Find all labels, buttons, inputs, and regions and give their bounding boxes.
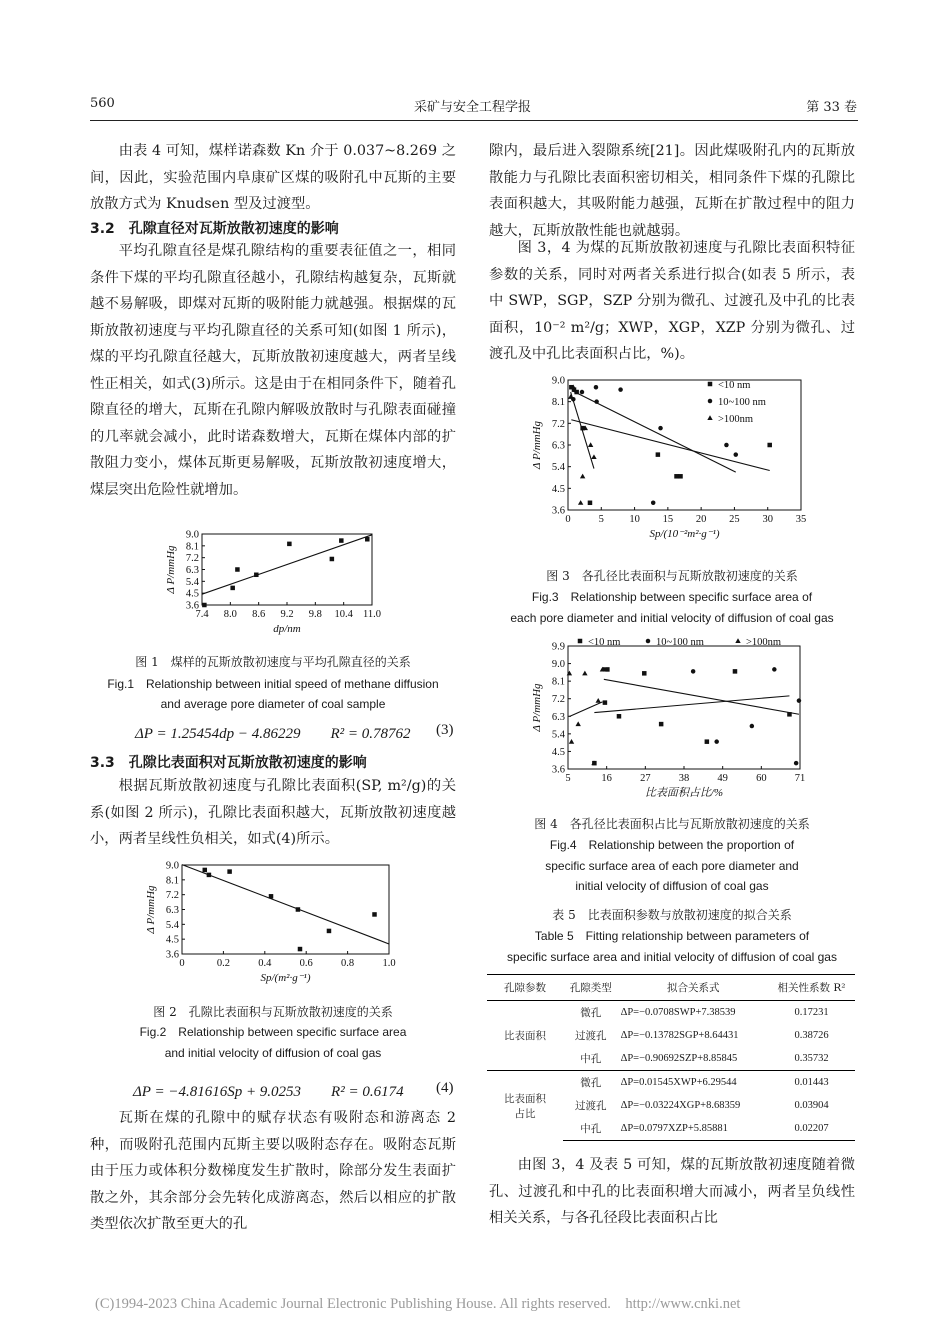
y-tick-label: 4.5 xyxy=(551,746,565,758)
fig2-caption-en-1: Fig.2 Relationship between specific surface area xyxy=(139,1025,407,1039)
page-number: 560 xyxy=(90,96,115,111)
x-tick-label: 0.4 xyxy=(258,958,272,969)
y-tick-label: 8.1 xyxy=(165,875,179,887)
x-axis-label: Sp/(m²·g⁻¹) xyxy=(260,972,311,984)
data-point xyxy=(588,501,593,506)
data-point xyxy=(678,474,683,479)
group-label: 比表面积占比 xyxy=(487,1071,563,1141)
x-tick-label: 49 xyxy=(717,773,728,784)
legend-label: >100nm xyxy=(746,637,782,648)
fig4-caption-en-1: Fig.4 Relationship between the proportion of xyxy=(549,838,795,852)
data-point xyxy=(642,671,647,676)
x-axis-label: dp/nm xyxy=(273,623,301,635)
table5-header: 孔隙类型 xyxy=(563,975,619,1001)
data-point xyxy=(734,452,739,457)
y-tick-label: 5.4 xyxy=(165,919,179,931)
fig4-chart xyxy=(520,632,820,802)
data-point xyxy=(569,739,574,744)
fig2-caption-en-2: and initial velocity of diffusion of coal gas xyxy=(164,1046,382,1060)
data-point xyxy=(254,573,258,578)
r2-cell: 0.17231 xyxy=(768,1001,855,1025)
table5-caption-en-1: Table 5 Fitting relationship between parameters of xyxy=(534,929,810,943)
data-point xyxy=(227,869,232,874)
y-tick-label: 7.2 xyxy=(165,890,179,902)
table5-header: 相关性系数 R² xyxy=(768,975,855,1001)
data-point xyxy=(202,603,207,608)
data-point xyxy=(580,474,585,479)
data-point xyxy=(578,500,583,505)
x-tick-label: 11.0 xyxy=(363,609,381,620)
x-tick-label: 71 xyxy=(794,773,806,784)
data-point xyxy=(339,538,344,543)
fig1-caption-cn: 图 1 煤样的瓦斯放散初速度与平均孔隙直径的关系 xyxy=(135,655,411,669)
y-tick-label: 7.2 xyxy=(551,418,565,430)
table-row xyxy=(487,1001,855,1025)
pore-type-cell: 过渡孔 xyxy=(575,1100,607,1112)
table5-header: 孔隙参数 xyxy=(487,975,563,1001)
x-tick-label: 35 xyxy=(795,514,807,525)
fig3-caption-en-2: each pore diameter and initial velocity of diffusion of coal gas xyxy=(510,611,834,625)
y-tick-label: 8.1 xyxy=(185,541,199,553)
fig4-caption-en-2: specific surface area of each pore diameter and xyxy=(545,859,799,873)
y-tick-label: 4.5 xyxy=(185,588,199,600)
journal-title: 采矿与安全工程学报 xyxy=(413,100,531,115)
x-tick-label: 16 xyxy=(601,773,612,784)
table5-caption-en-2: specific surface area and initial velocity of diffusion of coal gas xyxy=(507,950,837,964)
r2-cell: 0.01443 xyxy=(768,1071,855,1095)
x-tick-label: 0.8 xyxy=(341,958,355,969)
data-point xyxy=(797,698,802,703)
copyright-footer: (C)1994-2023 China Academic Journal Electronic Publishing House. All rights reserved. http://www.cnki.net xyxy=(95,1296,741,1312)
data-point xyxy=(296,907,301,912)
y-tick-label: 5.4 xyxy=(551,729,565,741)
x-tick-label: 0 xyxy=(565,514,571,525)
x-axis-label: 比表面积占比/% xyxy=(644,787,724,799)
r2-cell: 0.35732 xyxy=(794,1053,829,1064)
data-point xyxy=(230,586,235,591)
equation-3-number: (3) xyxy=(436,722,454,738)
plot-frame xyxy=(568,646,800,769)
fit-formula-cell: ΔP=0.01545XWP+6.29544 xyxy=(619,1071,768,1095)
fit-line xyxy=(569,702,602,717)
x-tick-label: 20 xyxy=(695,514,707,525)
r2-cell: 0.02207 xyxy=(768,1117,855,1141)
data-point xyxy=(656,452,661,457)
table5-header: 拟合关系式 xyxy=(619,975,768,1001)
data-point xyxy=(372,912,377,917)
data-point xyxy=(594,385,599,390)
data-point xyxy=(269,894,274,899)
fig1-chart xyxy=(140,522,400,642)
data-point xyxy=(591,454,596,459)
group-label: 比表面积 xyxy=(487,1001,563,1071)
fit-line xyxy=(182,865,389,944)
pore-type-cell: 微孔 xyxy=(563,1071,619,1095)
data-point xyxy=(794,761,799,766)
table-row xyxy=(487,1071,855,1095)
fig3-caption-cn: 图 3 各孔径比表面积与瓦斯放散初速度的关系 xyxy=(546,569,798,583)
equation-4: ΔP = −4.81616Sp + 9.0253 R² = 0.6174 xyxy=(133,1084,404,1100)
legend-label: 10~100 nm xyxy=(718,397,766,408)
data-point xyxy=(708,382,713,387)
y-axis-label: Δ P/mmHg xyxy=(531,420,543,470)
y-tick-label: 5.4 xyxy=(185,576,199,588)
data-point xyxy=(588,442,593,447)
x-tick-label: 10 xyxy=(629,514,640,525)
section-3-3-heading: 3.3 孔隙比表面积对瓦斯放散初速度的影响 xyxy=(90,755,367,771)
fig1-caption-en-1: Fig.1 Relationship between initial speed of methane diffusion xyxy=(107,677,439,691)
data-point xyxy=(594,399,599,404)
data-point xyxy=(733,669,738,674)
data-point xyxy=(724,443,729,448)
data-point xyxy=(578,639,583,644)
fit-line xyxy=(571,392,594,468)
data-point xyxy=(646,639,651,644)
y-tick-label: 9.0 xyxy=(551,659,565,671)
y-tick-label: 9.0 xyxy=(551,375,565,387)
left-para-3: 根据瓦斯放散初速度与孔隙比表面积(SP, m²/g)的关系(如图 2 所示)，孔隙比表面积越大，瓦斯放散初速度越小，两者呈线性负相关，如式(4)所示。 xyxy=(90,778,456,847)
data-point xyxy=(750,724,755,729)
y-tick-label: 3.6 xyxy=(185,600,199,612)
y-tick-label: 3.6 xyxy=(551,505,565,517)
fit-formula-cell: ΔP=−0.0708SWP+7.38539 xyxy=(619,1001,768,1025)
equation-4-number: (4) xyxy=(436,1080,454,1096)
y-tick-label: 9.0 xyxy=(165,860,179,872)
y-axis-label: Δ P/mmHg xyxy=(531,683,543,732)
fig3-chart xyxy=(520,372,820,557)
data-point xyxy=(772,667,777,672)
x-tick-label: 0.2 xyxy=(216,958,230,969)
y-axis-label: Δ P/mmHg xyxy=(165,545,177,594)
pore-type-cell: 中孔 xyxy=(563,1117,619,1141)
table-5 xyxy=(487,974,855,1141)
right-para-2: 图 3，4 为煤的瓦斯放散初速度与孔隙比表面积特征参数的关系，同时对两者关系进行拟合(如表 5 所示，表中 SWP，SGP，SZP 分别为微孔、过渡孔及中孔的比表面积，10⁻² m²/g；XWP，XGP，XZP 分别为微孔、过渡孔及中孔比表面积占比，%)。 xyxy=(489,240,855,362)
y-tick-label: 9.9 xyxy=(551,641,565,653)
y-tick-label: 4.5 xyxy=(165,934,179,946)
left-para-4: 瓦斯在煤的孔隙中的赋存状态有吸附态和游离态 2 种，而吸附孔范围内瓦斯主要以吸附态存在。吸附态瓦斯由于压力或体积分数梯度发生扩散时，除部分发生表面扩散之外，其余部分会先转化成游离态，然后以相应的扩散类型依次扩散至更大的孔 xyxy=(90,1110,456,1232)
y-tick-label: 6.3 xyxy=(551,711,565,723)
data-point xyxy=(707,415,712,420)
r2-cell: 0.38726 xyxy=(794,1030,829,1041)
plot-frame xyxy=(202,534,372,605)
x-tick-label: 27 xyxy=(640,773,651,784)
x-tick-label: 5 xyxy=(565,773,571,784)
y-tick-label: 8.1 xyxy=(551,397,565,409)
volume-label: 第 33 卷 xyxy=(806,100,857,115)
x-tick-label: 0 xyxy=(179,958,185,969)
y-tick-label: 3.6 xyxy=(165,949,179,961)
y-tick-label: 4.5 xyxy=(551,483,565,495)
fit-formula-cell: ΔP=−0.03224XGP+8.68359 xyxy=(620,1100,741,1111)
data-point xyxy=(651,501,656,506)
data-point xyxy=(617,714,622,719)
legend-label: <10 nm xyxy=(718,380,751,391)
pore-type-cell: 过渡孔 xyxy=(575,1030,607,1042)
fig4-caption-cn: 图 4 各孔径比表面积占比与瓦斯放散初速度的关系 xyxy=(534,817,810,831)
pore-type-cell: 中孔 xyxy=(580,1053,602,1065)
x-tick-label: 5 xyxy=(598,514,604,525)
fig2-caption-cn: 图 2 孔隙比表面积与瓦斯放散初速度的关系 xyxy=(153,1005,393,1019)
data-point xyxy=(575,721,580,726)
data-point xyxy=(287,542,292,547)
y-tick-label: 7.2 xyxy=(185,553,199,565)
fit-formula-cell: ΔP=−0.13782SGP+8.64431 xyxy=(620,1030,739,1041)
plot-frame xyxy=(568,380,801,510)
data-point xyxy=(659,722,664,727)
x-tick-label: 10.4 xyxy=(334,609,353,620)
right-para-1: 隙内，最后进入裂隙系统[21]。因此煤吸附孔内的瓦斯放散能力与孔隙比表面积密切相关，相同条件下煤的孔隙比表面积越大，其吸附能力越强，瓦斯在扩散过程中的阻力越大，瓦斯放散性能也就越弱。 xyxy=(489,143,855,239)
data-point xyxy=(235,567,240,572)
y-tick-label: 6.3 xyxy=(185,565,199,576)
fig3-caption-en-1: Fig.3 Relationship between specific surface area of xyxy=(531,590,813,604)
equation-3: ΔP = 1.25454dp − 4.86229 R² = 0.78762 xyxy=(135,726,411,742)
x-axis-label: Sp/(10⁻²m²·g⁻¹) xyxy=(649,528,720,540)
fit-formula-cell: ΔP=−0.90692SZP+8.85845 xyxy=(620,1053,738,1064)
left-para-1: 由表 4 可知，煤样诺森数 Kn 介于 0.037~8.269 之间，因此，实验范围内阜康矿区煤的吸附孔中瓦斯的主要放散方式为 Knudsen 型及过渡型。 xyxy=(90,143,456,212)
data-point xyxy=(767,443,772,448)
fig4-caption-en-3: initial velocity of diffusion of coal gas xyxy=(575,879,769,893)
x-tick-label: 8.6 xyxy=(252,609,266,620)
data-point xyxy=(580,390,585,395)
data-point xyxy=(330,557,335,562)
y-axis-label: Δ P/mmHg xyxy=(145,885,157,934)
data-point xyxy=(582,671,587,676)
header-rule xyxy=(90,120,858,121)
x-tick-label: 0.6 xyxy=(299,958,313,969)
legend-label: <10 nm xyxy=(588,637,621,648)
legend-label: 10~100 nm xyxy=(656,637,704,648)
section-3-2-heading: 3.2 孔隙直径对瓦斯放散初速度的影响 xyxy=(90,221,339,237)
x-tick-label: 9.2 xyxy=(280,609,294,620)
fit-line xyxy=(571,420,769,471)
x-tick-label: 1.0 xyxy=(382,958,396,969)
x-tick-label: 7.4 xyxy=(195,609,209,620)
y-tick-label: 5.4 xyxy=(551,462,565,474)
x-tick-label: 30 xyxy=(762,514,773,525)
data-point xyxy=(365,537,370,542)
pore-type-cell: 微孔 xyxy=(563,1001,619,1025)
y-tick-label: 7.2 xyxy=(551,694,565,706)
data-point xyxy=(298,947,303,952)
data-point xyxy=(714,739,719,744)
data-point xyxy=(705,739,710,744)
fig2-chart xyxy=(135,855,405,985)
x-tick-label: 15 xyxy=(662,514,674,525)
x-tick-label: 60 xyxy=(756,773,767,784)
table5-caption-cn: 表 5 比表面积参数与放散初速度的拟合关系 xyxy=(552,908,792,922)
fit-line xyxy=(594,696,789,713)
fit-line xyxy=(202,535,372,594)
y-tick-label: 3.6 xyxy=(551,764,565,776)
y-tick-label: 6.3 xyxy=(165,905,179,916)
x-tick-label: 8.0 xyxy=(223,609,237,620)
data-point xyxy=(618,387,623,392)
data-point xyxy=(203,868,208,873)
legend-label: >100nm xyxy=(718,414,754,425)
data-point xyxy=(658,426,663,431)
plot-frame xyxy=(182,865,389,954)
data-point xyxy=(207,873,212,878)
y-tick-label: 9.0 xyxy=(185,529,199,541)
fig1-caption-en-2: and average pore diameter of coal sample xyxy=(160,697,386,711)
data-point xyxy=(735,638,740,643)
x-tick-label: 9.8 xyxy=(308,609,322,620)
x-tick-label: 25 xyxy=(729,514,740,525)
data-point xyxy=(603,700,608,705)
x-tick-label: 38 xyxy=(678,773,690,784)
fit-formula-cell: ΔP=0.0797XZP+5.85881 xyxy=(619,1117,768,1141)
r2-cell: 0.03904 xyxy=(794,1100,829,1111)
y-tick-label: 6.3 xyxy=(551,440,565,452)
data-point xyxy=(708,399,713,404)
data-point xyxy=(674,474,679,479)
left-para-2: 平均孔隙直径是煤孔隙结构的重要表征值之一，相同条件下煤的平均孔隙直径越小，孔隙结构越复杂，瓦斯就越不易解吸，即煤对瓦斯的吸附能力就越强。根据煤的瓦斯放散初速度与平均孔隙直径的关系可知(如图 1 所示)，煤的平均孔隙直径越大，瓦斯放散初速度越大，两者呈线性正相关，如式(3)所示。这是由于在相同条件下，随着孔隙直径的增大，瓦斯在孔隙内解吸放散时与孔隙表面碰撞的几率就会减小，此时诺森数增大，瓦斯在煤体内部的扩散阻力变小，煤体瓦斯更易解吸，瓦斯放散初速度增大，煤层突出危险性就增加。 xyxy=(90,243,456,498)
data-point xyxy=(691,669,696,674)
right-para-3: 由图 3，4 及表 5 可知，煤的瓦斯放散初速度随着微孔、过渡孔和中孔的比表面积增大而减小，两者呈负线性相关关系，与各孔径段比表面积占比 xyxy=(489,1157,855,1226)
y-tick-label: 8.1 xyxy=(551,676,565,688)
data-point xyxy=(596,698,601,703)
data-point xyxy=(327,929,332,934)
